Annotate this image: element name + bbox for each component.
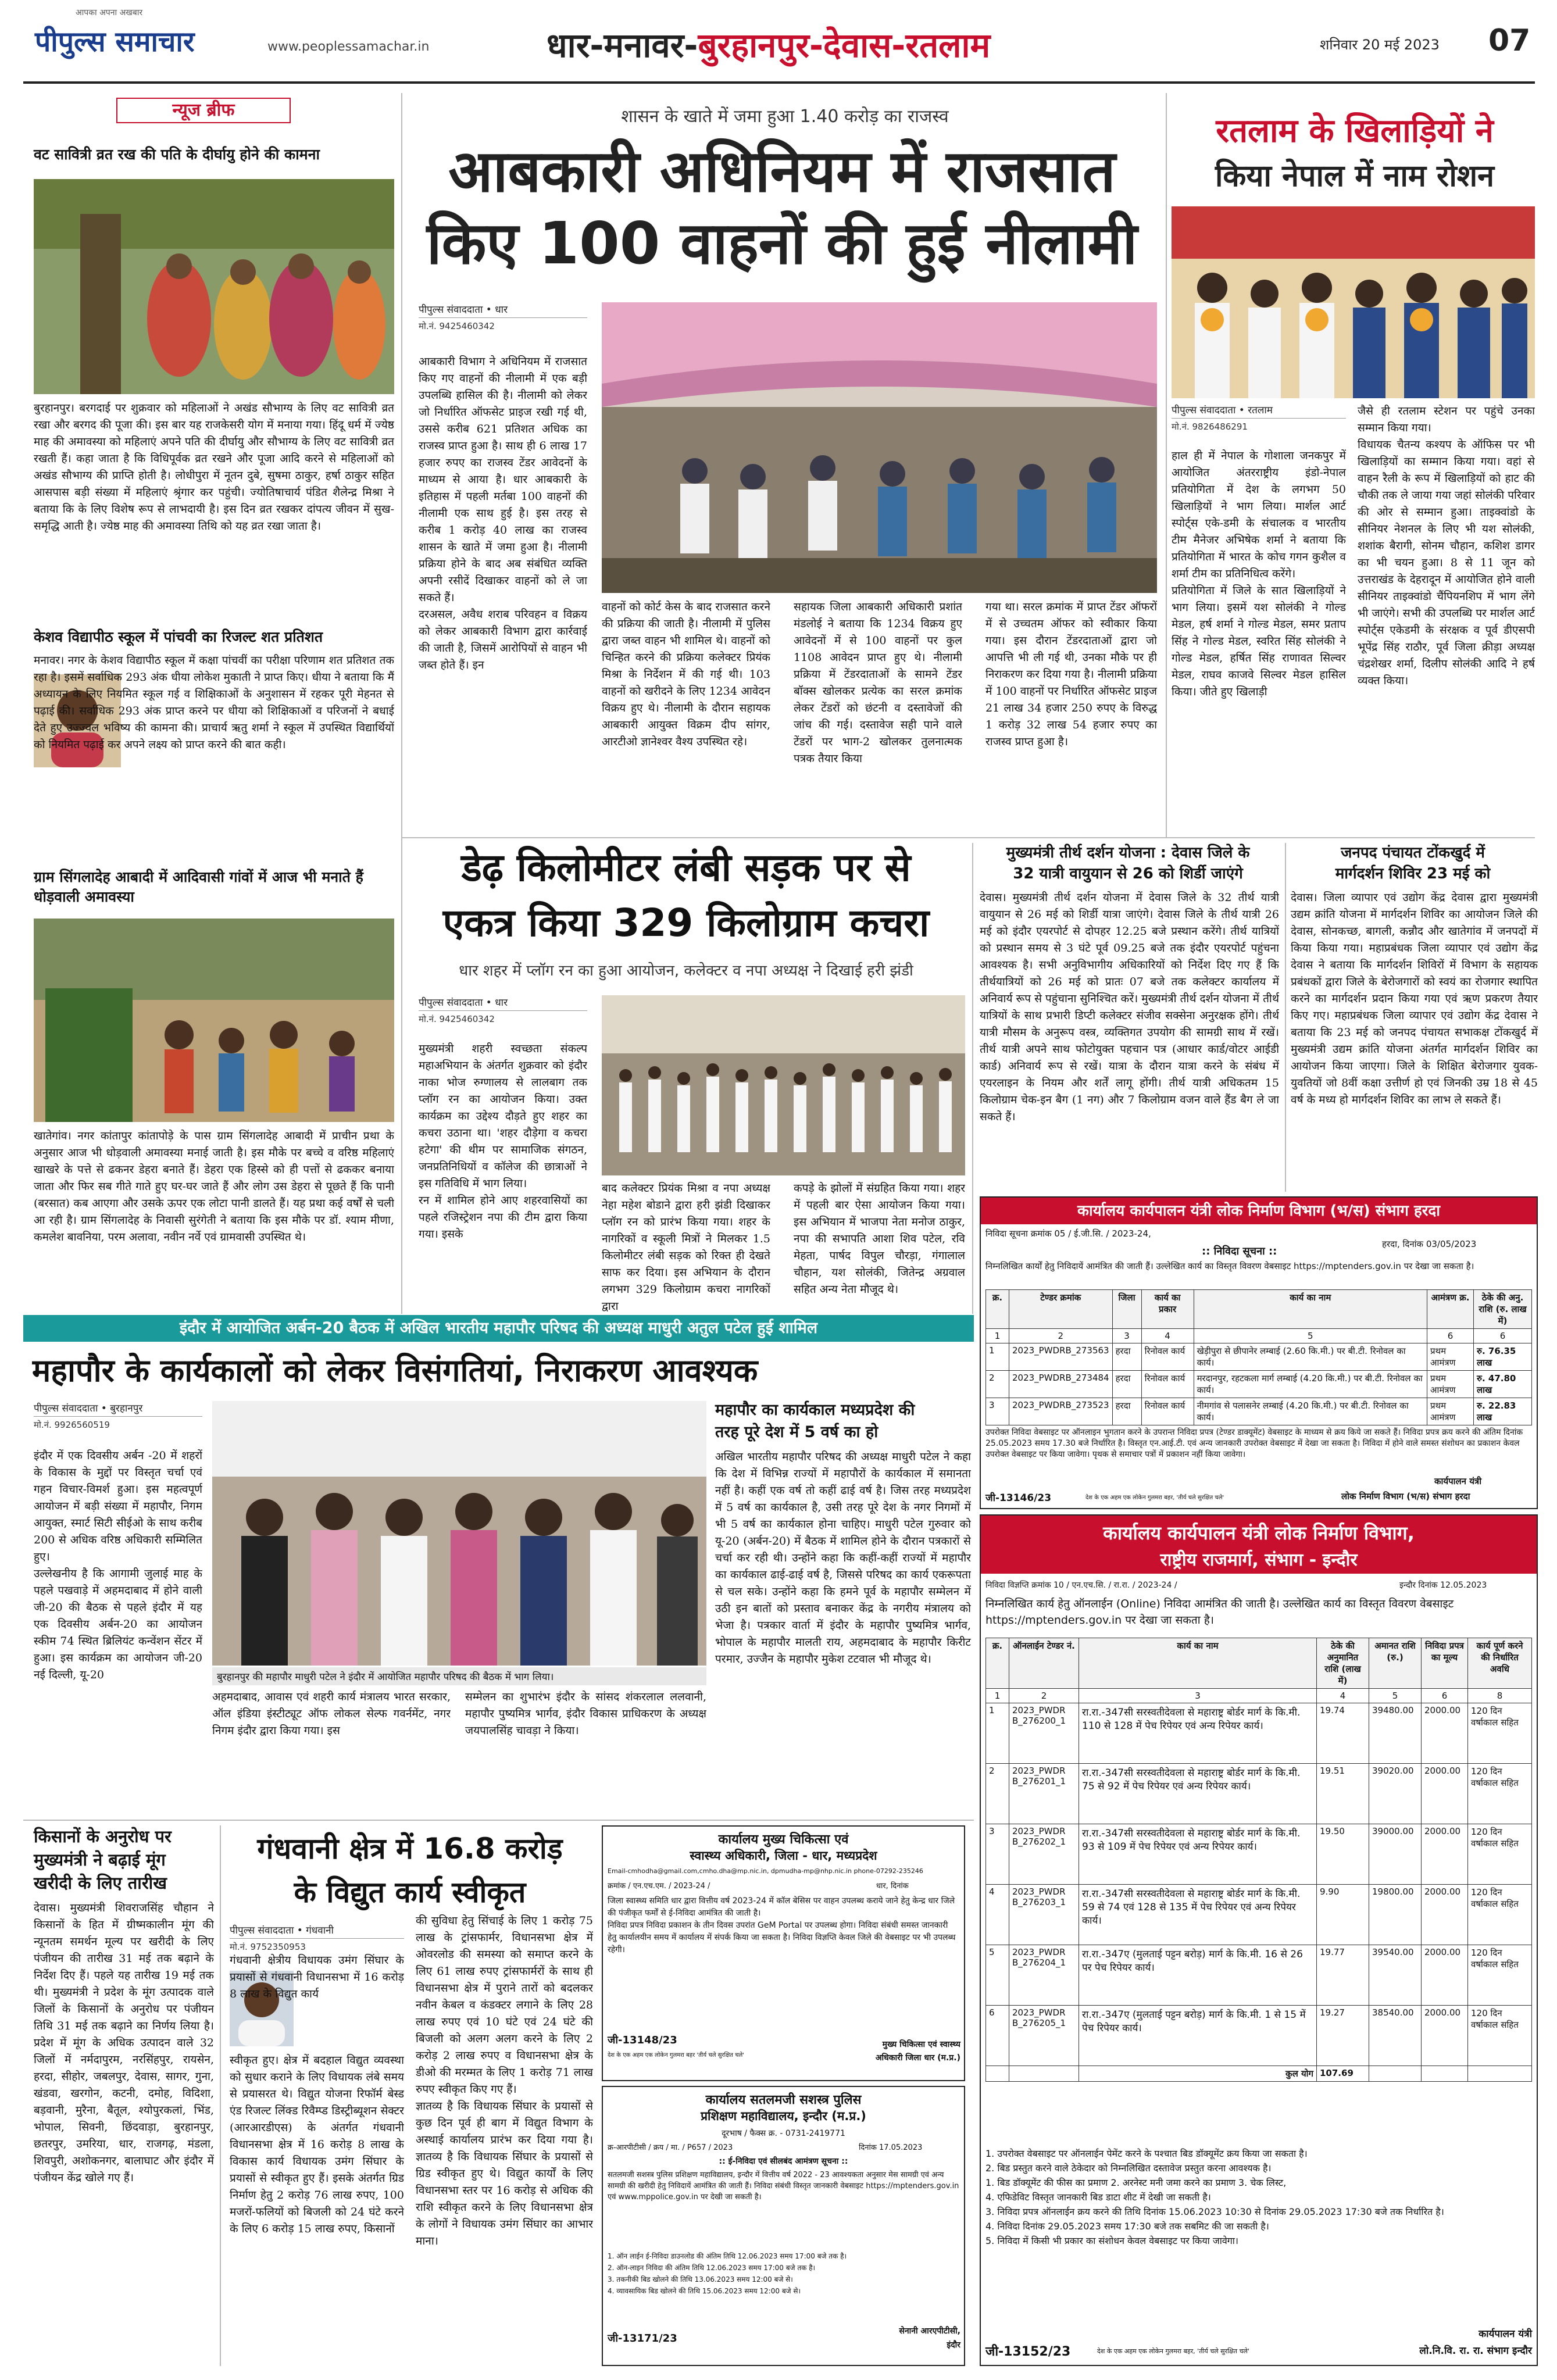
- table-cell: 6: [1427, 1329, 1474, 1343]
- table-cell: रा.रा.-347सी सरस्वतीदेवला से महाराष्ट्र बोर्डर मार्ग के कि.मी. 75 से 92 में पेच रिपेयर एवं अन्य रिपेयर कार्य।: [1079, 1764, 1317, 1824]
- table-cell: 120 दिन वर्षाकाल सहित: [1468, 1703, 1532, 1764]
- table-cell: 19.77: [1317, 1945, 1369, 2006]
- cleanup-photo: [602, 995, 965, 1175]
- brief1-body: बुरहानपुर। बरगदाई पर शुक्रवार को महिलाओं ने अखंड सौभाग्य के लिए वट सावित्री व्रत रखा और बरगद की पूजा की। इस बार यह राजकेसरी योग में मनाया गया। हिंदू धर्म में ज्येष्ठ माह की अमावस्या को महिलाएं अपने पति की दीर्घायु और सौभाग्य के लिए वट सावित्री व्रत रखती हैं। कहा जाता है कि विधिपूर्वक व्रत रखने और पूजा आदि करने से महिलाओं को अखंड सौभाग्य की प्राप्ति होती है। लोधीपुरा में नूतन दुबे, सुषमा ठाकुर, हर्षा ठाकुर सहित आसपास बड़ी संख्या में महिलाएं श्रृंगार कर पहुंची। ज्योतिषाचार्य पंडित शैलेन्द्र मिश्रा ने बताया कि के लिए विशेष रूप से लाभदायी है। इस दिन व्रत रखकर दांपत्य जीवन में सुख-समृद्धि आती है। ज्येष्ठ माह की अमावस्या तिथि को यह व्रत रखा जाता है।: [34, 402, 394, 533]
- health-ad-body: जिला स्वास्थ्य समिति धार द्वारा वित्तीय वर्ष 2023-24 में कॉल बेसिस पर वाहन उपलब्ध कराये जाने हेतु केन्द्र धार जिले की पंजीकृत फर्मों से ई-निविदा आमंत्रित की जाती है। निविदा प्रपत्र निविदा प्रकाशन के तीन दिवस उपरांत GeM Portal पर उपलब्ध होगा। निविदा संबंधी समस्त जानकारी हेतु कार्यालयीन समय में कार्यालय में संपर्क किया जा सकता है। निविदा विज्ञप्ति केवल जिले की वेबसाइट पर भी उपलब्ध रहेगी।: [608, 1896, 956, 1954]
- table-cell: 5: [1369, 1689, 1422, 1703]
- police-ad-sign-2: इंदौर: [947, 2340, 960, 2350]
- brief3-photo: [34, 919, 394, 1122]
- table-cell: 2023_PWDR B_276201_1: [1009, 1764, 1079, 1824]
- th-amount: ठेके की अनु. राशि (रु. लाख में): [1474, 1290, 1532, 1329]
- column-divider-moong: [220, 1825, 221, 2366]
- th-district: जिला: [1112, 1290, 1141, 1329]
- tender-indore-notes: [985, 2146, 1532, 2248]
- tender-indore-code: जी-13152/23: [985, 2345, 1071, 2359]
- table-cell: 2023_PWDRB_273523: [1009, 1398, 1113, 1425]
- table-cell: 120 दिन वर्षाकाल सहित: [1468, 1945, 1532, 2006]
- table-cell: 2023_PWDRB_273563: [1009, 1343, 1113, 1371]
- table-header-row: [986, 1290, 1532, 1329]
- table-cell: प्रथम आमंत्रण: [1427, 1371, 1474, 1398]
- table-cell: 2023_PWDR B_276205_1: [1009, 2006, 1079, 2066]
- table-cell: 19.74: [1317, 1703, 1369, 1764]
- column-divider-right: [1166, 93, 1167, 837]
- lead-phone: मो.नं. 9425460342: [419, 321, 495, 331]
- mayor-photo-caption: बुरहानपुर की महापौर माधुरी पटेल ने इंदौर में आयोजित महापौर परिषद की बैठक में भाग लिया।: [212, 1667, 706, 1685]
- table-cell: [1468, 2066, 1532, 2082]
- section-rule-lower: [23, 1820, 974, 1821]
- note-line: 2. बिड प्रस्तुत करने वाले ठेकेदार को निम्नलिखित दस्तावेज प्रस्तुत करना आवश्यक है।: [985, 2163, 1272, 2174]
- table-cell: 1: [986, 1343, 1009, 1371]
- police-ad-line-3: 3. तकनीकी बिड खोलने की तिथि 13.06.2023 समय 12:00 बजे से।: [608, 2275, 793, 2283]
- lead-col-4: गया था। सरल क्रमांक में प्राप्त टेंडर ऑफरों में से उच्चतम ऑफर को स्वीकार किया गया। इस दौरान टेंडरदाताओं द्वारा जो आपत्ति भी ली गई थी, उनका मौके पर ही निराकरण कर दिया गया है। नीलामी प्रक्रिया में 100 वाहनों पर निर्धारित ऑफसेट प्राइज 21 लाख 34 हजार 250 रुपए के विरुद्ध 1 करोड़ 32 लाख 54 हजार रुपए का राजस्व प्राप्त हुआ है।: [985, 601, 1157, 748]
- police-ad-notice: :: ई-निविदा एवं सीलबंद आमंत्रण सूचना ::: [719, 2157, 848, 2166]
- issue-date: शनिवार 20 मई 2023: [1320, 37, 1440, 53]
- cleanup-byline: [419, 995, 587, 1025]
- ratlam-col-1: हाल ही में नेपाल के गोशाला जनकपुर में आयोजित अंतरराष्ट्रीय इंडो-नेपाल प्रतियोगिता में देश के लगभग 50 खिलाड़ियों ने भाग लिया। मार्शल आर्ट स्पोर्ट्स एके-डमी के संचालक व भारतीय टीम मैनेजर अभिषेक शर्मा ने बताया कि प्रतियोगिता में भारत के कोच गगन कुशैल व शर्मा टीम का प्रतिनिधित्व करेंगे। प्रतियोगिता में जिले के सात खिलाड़ियों ने भाग लिया। इसमें यश सोलंकी ने गोल्ड मेडल, हर्ष शर्मा ने गोल्ड मेडल, समर प्रताप सिंह ने गोल्ड मेडल, स्वरित सिंह सोलंकी ने गोल्ड मेडल, हर्षित सिंह राणावत सिल्वर मेडल, राघव काजवे सिल्वर मेडल हासिल किया। जीते हुए खिलाड़ी: [1172, 449, 1346, 698]
- th-deposit: अमानत राशि (रु.): [1369, 1638, 1422, 1689]
- section-rule-mid: [401, 837, 1535, 838]
- paper-tagline: आपका अपना अखबार: [76, 8, 143, 17]
- page-number: 07: [1488, 23, 1531, 58]
- tender-indore-title-1: कार्यालय कार्यपालन यंत्री लोक निर्माण विभाग,: [1103, 1522, 1415, 1544]
- mayor-subhead-2: तरह पूरे देश में 5 वर्ष का हो: [715, 1423, 879, 1441]
- column-divider-pilgrim: [1285, 843, 1286, 1192]
- tender-harda-intro: निम्नलिखित कार्यों हेतु निविदायें आमंत्रित की जाती हैं। उल्लेखित कार्य का विस्तृत विवरण वेबसाइट https://mptenders.gov.in पर देखा जा सकता है।: [985, 1261, 1474, 1271]
- table-cell: 6: [1474, 1329, 1532, 1343]
- moong-headline-2: मुख्यमंत्री ने बढ़ाई मूंग: [34, 1850, 166, 1870]
- th-no: क्र.: [986, 1638, 1009, 1689]
- table-cell: 39480.00: [1369, 1703, 1422, 1764]
- table-header-row: [986, 1638, 1532, 1689]
- table-cell: रिनोवल कार्य: [1141, 1343, 1194, 1371]
- table-cell: 120 दिन वर्षाकाल सहित: [1468, 1824, 1532, 1885]
- table-cell: 6: [1422, 1689, 1468, 1703]
- gandhwani-byline-text: पीपुल्स संवाददाता • गंधवानी: [230, 1923, 404, 1939]
- th-invitation: आमंत्रण क्र.: [1427, 1290, 1474, 1329]
- tender-harda-footer: उपरोक्त निविदा वेबसाइट पर ऑनलाइन भुगतान करने के उपरान्त निविदा प्रपत्र (टेण्डर डाक्यूमेंट) वेबसाइट के माध्यम से क्रय किये जा सकते हैं। निविदा प्रपत्र क्रय करने की अंतिम दिनांक 25.05.2023 समय 17.30 बजे निर्धारित है। विस्तृत एन.आई.टी. एवं अन्य जानकारी उपरोक्त वेबसाइट में देखा जा सकता है। निविदा में होने वाले समस्त संशोधन का प्रकाशन केवल उपरोक्त वेबसाइट पर किया जावेगा। पृथक से समाचार पत्रों में प्रकाशन नहीं किया जावेगा।: [985, 1428, 1523, 1459]
- th-estimate: ठेके की अनुमानित राशि (लाख में): [1317, 1638, 1369, 1689]
- masthead: [0, 0, 1557, 87]
- health-ad-email: Email-cmhodha@gmail.com,cmho.dha@mp.nic.in, dpmudha-mp@nhp.nic.in phone-07292-235246: [608, 1867, 923, 1875]
- lead-byline-text: पीपुल्स संवाददाता • धार: [419, 302, 587, 318]
- table-cell: 120 दिन वर्षाकाल सहित: [1468, 2006, 1532, 2066]
- tender-harda-small: देश के एक अहम एक लोकेन गुलमरा बहर, 'तीर्य चले सुरक्षित चले': [1085, 1495, 1224, 1501]
- ratlam-photo: [1172, 206, 1535, 398]
- table-row: [986, 1824, 1532, 1885]
- table-row: [986, 1764, 1532, 1824]
- table-cell: रा.रा.-347सी सरस्वतीदेवला से महाराष्ट्र बोर्डर मार्ग के कि.मी. 110 से 128 में पेच रिपेयर एवं अन्य रिपेयर कार्य।: [1079, 1703, 1317, 1764]
- section-title-part1: धार-मनावर-: [547, 26, 698, 65]
- health-ad-title-1: कार्यालय मुख्य चिकित्सा एवं: [718, 1832, 849, 1847]
- women-worship-photo: [34, 179, 394, 394]
- cleanup-col-2: बाद कलेक्टर प्रियंक मिश्रा व नपा अध्यक्ष नेहा महेश बोडाने द्वारा हरी झंडी दिखाकर प्लॉग रन को प्रारंभ किया गया। शहर के नागरिकों व स्कूली मित्रों ने मिलकर 1.5 किलोमीटर लंबी सड़क को रिक्त ही देखते साफ कर दिया। इस अभियान के दौरान लगभग 329 किलोग्राम कचरा नागरिकों द्वारा: [602, 1182, 770, 1313]
- tender-indore-sign-2: लो.नि.वि. रा. रा. संभाग इन्दौर: [1419, 2345, 1532, 2357]
- table-cell: [986, 2066, 1009, 2082]
- table-cell: 39540.00: [1369, 1945, 1422, 2006]
- table-cell: 4: [1317, 1689, 1369, 1703]
- police-ad: [602, 2086, 965, 2366]
- table-row: [986, 1945, 1532, 2006]
- police-ad-body: सतलमजी सशस्त्र पुलिस प्रशिक्षण महाविद्यालय, इन्दौर में वित्तीय वर्ष 2022 - 23 आवश्यकता अनुसार मेस सामग्री एवं अन्य सामग्री की खरीदी हेतु निविदायें आमंत्रित की जाती हैं। निविदा संबंधी विस्तृत जानकारी वेबसाइट https://mptenders.gov.in एवं www.mppolice.gov.in पर देखी जा सकती है।: [608, 2171, 959, 2202]
- th-work-name: कार्य का नाम: [1194, 1290, 1427, 1329]
- tender-indore-ref: निविदा विज्ञप्ति क्रमांक 10 / एन.एच.सि. / रा.रा. / 2023-24 /: [985, 1581, 1177, 1590]
- ratlam-byline-text: पीपुल्स संवाददाता • रतलाम: [1172, 403, 1346, 419]
- lead-col-2: वाहनों को कोर्ट केस के बाद राजसात करने की प्रक्रिया की जाती है। नीलामी में पुलिस द्वारा जब्त वाहन भी शामिल थे। वाहनों को चिन्हित करने की प्रक्रिया कलेक्टर प्रियंक मिश्रा के निर्देशन में की गई थी। 103 वाहनों को खरीदने के लिए 1234 आवेदन विक्रय हुए थे। नीलामी के दौरान सहायक आबकारी आयुक्त विक्रम दीप सांगर, आरटीओ ज्ञानेश्वर वैश्य उपस्थित रहे।: [602, 601, 770, 748]
- tender-indore-title-2: राष्ट्रीय राजमार्ग, संभाग - इन्दौर: [1160, 1550, 1358, 1570]
- table-cell: 39000.00: [1369, 1824, 1422, 1885]
- note-line: 4. एफिडेविट विस्तृत जानकारी बिड डाटा शीट में देखी जा सकती है।: [985, 2192, 1211, 2203]
- auction-tent-photo: [602, 302, 1157, 593]
- th-work-name: कार्य का नाम: [1079, 1638, 1317, 1689]
- mayor-banner: [23, 1315, 974, 1342]
- table-cell: 2000.00: [1422, 2006, 1468, 2066]
- table-cell: 120 दिन वर्षाकाल सहित: [1468, 1885, 1532, 1945]
- table-cell: 3: [986, 1398, 1009, 1425]
- table-cell: 19800.00: [1369, 1885, 1422, 1945]
- ratlam-byline: [1172, 403, 1346, 433]
- table-cell: रा.रा.-347सी सरस्वतीदेवला से महाराष्ट्र बोर्डर मार्ग के कि.मी. 93 से 109 में पेच रिपेयर एवं अन्य रिपेयर कार्य।: [1079, 1824, 1317, 1885]
- website-url[interactable]: www.peoplessamachar.in: [267, 40, 430, 54]
- tender-harda-sign-1: कार्यपालन यंत्री: [1434, 1476, 1482, 1486]
- cleanup-headline-2: एकत्र किया 329 किलोग्राम कचरा: [442, 900, 930, 945]
- police-ad-phone: दूरभाष / फैक्स क्र. - 0731-2419771: [722, 2129, 845, 2138]
- table-cell: प्रथम आमंत्रण: [1427, 1343, 1474, 1371]
- mayor-col-4: अखिल भारतीय महापौर परिषद की अध्यक्ष माधुरी पटेल ने कहा कि देश में विभिन्न राज्यों में महापौरों के कार्यकाल में समानता नहीं है। कहीं एक वर्ष तो कहीं ढाई वर्ष है। जिस तरह मध्यप्रदेश में 5 वर्ष का कार्यकाल है, उसी तरह पूरे देश के नगर निगमों में भी 5 वर्ष का कार्यकाल होना चाहिए। माधुरी पटेल गुरुवार को यू-20 (अर्बन-20) में बैठक में शामिल होने के दौरान पत्रकारों से चर्चा कर रही थी। उन्होंने कहा कि कहीं-कहीं राज्यों में महापौर का कार्यकाल ढाई-ढाई वर्ष है, जिससे परिषद का कार्य एकरूपता से चल सके। उन्होंने कहा कि हमने पूर्व के महापौर सम्मेलन में उठी इन बातों को प्रस्ताव बनाकर केंद्र के नगरीय मंत्रालय को भेजा है। पत्रकार वार्ता में इंदौर के महापौर पुष्यमित्र भार्गव, भोपाल के महापौर मालती राय, अहमदाबाद के महापौर किरीट परमार, उज्जैन के महापौर मुकेश टटवाल भी मौजूद थे।: [715, 1450, 971, 1666]
- tender-indore-date: इन्दौर दिनांक 12.05.2023: [1399, 1581, 1487, 1590]
- pilgrim-headline-1: मुख्यमंत्री तीर्थ दर्शन योजना : देवास जिले के: [1006, 844, 1250, 862]
- table-cell: 19.51: [1317, 1764, 1369, 1824]
- table-cell: रु. 76.35 लाख: [1474, 1343, 1532, 1371]
- table-cell: रा.रा.-347ए (मुलताई पट्टन बरोड़) मार्ग के कि.मी. 1 से 15 में पेच रिपेयर कार्य।: [1079, 2006, 1317, 2066]
- paper-logo: [35, 22, 194, 60]
- tender-harda-date: हरदा, दिनांक 03/05/2023: [1382, 1239, 1477, 1249]
- tender-harda-title: कार्यालय कार्यपालन यंत्री लोक निर्माण विभाग (भ/स) संभाग हरदा: [981, 1198, 1537, 1224]
- health-ad-title-2: स्वास्थ्य अधिकारी, जिला - धार, मध्यप्रदेश: [690, 1849, 877, 1863]
- cleanup-phone: मो.नं. 9425460342: [419, 1014, 495, 1024]
- cleanup-headline-1: डेढ़ किलोमीटर लंबी सड़क पर से: [461, 845, 911, 890]
- table-cell: खेड़ीपुरा से छीपानेर लम्बाई (2.60 कि.मी.) पर बी.टी. रिनोवल का कार्य।: [1194, 1343, 1427, 1371]
- ratlam-headline-1: रतलाम के खिलाड़ियों ने: [1216, 112, 1494, 150]
- tender-harda-ref: निविदा सूचना क्रमांक 05 / ई.जी.सि. / 2023-24,: [985, 1228, 1151, 1239]
- tender-harda-sign-2: लोक निर्माण विभाग (भ/स) संभाग हरदा: [1341, 1491, 1470, 1502]
- masthead-divider: [23, 81, 1535, 84]
- note-line: 5. निविदा में किसी भी प्रकार का संशोधन केवल वेबसाइट पर किया जावेगा।: [985, 2235, 1238, 2246]
- table-cell: रिनोवल कार्य: [1141, 1371, 1194, 1398]
- tender-indore-title-bar: [981, 1516, 1537, 1574]
- table-cell: 2000.00: [1422, 1703, 1468, 1764]
- table-cell: 5: [1194, 1329, 1427, 1343]
- section-title-part2: बुरहानपुर-देवास-रतलाम: [698, 26, 991, 65]
- table-cell: 39020.00: [1369, 1764, 1422, 1824]
- table-cell: रु. 22.83 लाख: [1474, 1398, 1532, 1425]
- police-ad-title-1: कार्यालय सतलमजी सशस्त्र पुलिस: [705, 2093, 862, 2107]
- lead-headline-2: किए 100 वाहनों की हुई नीलामी: [426, 209, 1138, 277]
- table-cell: 3: [1079, 1689, 1317, 1703]
- gandhwani-headline-2: के विद्युत कार्य स्वीकृत: [294, 1875, 526, 1909]
- ratlam-headline-2: किया नेपाल में नाम रोशन: [1215, 159, 1495, 194]
- table-cell: 3: [986, 1824, 1009, 1885]
- table-cell: [1009, 2066, 1079, 2082]
- table-cell: 19.27: [1317, 2006, 1369, 2066]
- health-ad-sign-1: मुख्य चिकित्सा एवं स्वास्थ्य: [882, 2040, 960, 2049]
- column-divider-left: [401, 93, 402, 1314]
- news-brief-label: न्यूज ब्रीफ: [172, 100, 235, 120]
- mayor-banner-text: इंदौर में आयोजित अर्बन-20 बैठक में अखिल भारतीय महापौर परिषद की अध्यक्ष माधुरी अतुल पटेल हुई शामिल: [179, 1319, 818, 1337]
- police-ad-line-4: 4. व्यावसायिक बिड खोलने की तिथि 15.06.2023 समय 12:00 बजे से।: [608, 2287, 801, 2295]
- lead-kicker: शासन के खाते में जमा हुआ 1.40 करोड़ का राजस्व: [621, 106, 949, 127]
- table-cell: 9.90: [1317, 1885, 1369, 1945]
- health-ad-date: धार, दिनांक: [876, 1882, 909, 1891]
- table-row: [986, 1343, 1532, 1371]
- table-cell: 2: [986, 1371, 1009, 1398]
- table-cell: रिनोवल कार्य: [1141, 1398, 1194, 1425]
- table-total-row: [986, 2066, 1532, 2082]
- table-cell: 2000.00: [1422, 1764, 1468, 1824]
- th-work-type: कार्य का प्रकार: [1141, 1290, 1194, 1329]
- cleanup-col-3: कपड़े के झोलों में संग्रहित किया गया। शहर में पहली बार ऐसा आयोजन किया गया। इस अभियान में भाजपा नेता मनोज ठाकुर, नपा की सभापति आशा शिव पटेल, रवि मेहता, पार्षद विपुल चौरड़ा, गंगालाल चौहान, यश सोलंकी, जितेन्द्र अग्रवाल सहित अन्य नेता मौजूद थे।: [794, 1182, 965, 1296]
- ratlam-phone: मो.नं. 9826486291: [1172, 421, 1248, 432]
- tender-indore: [980, 1514, 1538, 2366]
- lead-byline: [419, 302, 587, 332]
- tender-indore-table: [985, 1638, 1532, 2082]
- th-no: क्र.: [986, 1290, 1009, 1329]
- table-cell: 2023_PWDR B_276203_1: [1009, 1885, 1079, 1945]
- mayor-col-3: सम्मेलन का शुभारंभ इंदौर के सांसद शंकरलाल ललवानी, महापौर पुष्यमित्र भार्गव, इंदौर विकास प्राधिकरण के अध्यक्ष जयपालसिंह चावड़ा ने किया।: [465, 1691, 706, 1737]
- table-row: [986, 2006, 1532, 2066]
- pilgrim-body: देवास। मुख्यमंत्री तीर्थ दर्शन योजना में देवास जिले के 32 तीर्थ यात्री वायुयान से 26 मई को शिर्डी यात्रा जाएंगे। देवास जिले के तीर्थ यात्री 26 मई को इंदौर एयरपोर्ट से दोपहर 12.25 बजे प्रस्थान करेंगे। तीर्थ यात्रियों को प्रस्थान समय से 3 घंटे पूर्व 09.25 बजे तक इंदौर एयरपोर्ट पहुंचना आवश्यक है। सभी अनुविभागीय अधिकारियों को निर्देश दिए गए हैं कि तीर्थयात्रियों को 26 मई को प्रातः 07 बजे तक कलेक्टर कार्यालय में अनिवार्य रूप से पहुंचाना सुनिश्चित करें। मुख्यमंत्री तीर्थ दर्शन योजना में तीर्थ यात्रियों के साथ प्रभारी डिप्टी कलेक्टर संजीव सक्सेना अनुरक्षक होंगे। तीर्थ यात्री मौसम के अनुरूप वस्त्र, व्यक्तिगत उपयोग की सामग्री साथ में रखें। तीर्थ यात्री अपने साथ फोटोयुक्त पहचान पत्र (आधार कार्ड/वोटर आईडी कार्ड) अनिवार्य रूप से रखें। यात्रा के दौरान यात्रा करने के संबंध में एयरलाइन के नियम और शर्तें लागू होंगी। तीर्थ यात्री अधिकतम 15 किलोग्राम चेक-इन बैग (1 नग) और 7 किलोग्राम वजन वाले हैंड बैग ले जा सकते हैं।: [980, 891, 1279, 1123]
- table-cell: [1422, 2066, 1468, 2082]
- tender-indore-intro: निम्नलिखित कार्य हेतु ऑनलाईन (Online) निविदा आमंत्रित की जाती है। उल्लेखित कार्य का विस्तृत विवरण वेबसाइट https://mptenders.gov.in पर देखा जा सकता है।: [985, 1598, 1454, 1627]
- gandhwani-headline-1: गंधवानी क्षेत्र में 16.8 करोड़: [257, 1832, 563, 1866]
- gandhwani-phone: मो.नं. 9752350953: [230, 1942, 306, 1952]
- table-row: [986, 1371, 1532, 1398]
- gandhwani-byline: [230, 1923, 404, 1953]
- table-cell: मरदानपुर, रहटकला मार्ग लम्बाई (4.20 कि.मी.) पर बी.टी. रिनोवल का कार्य।: [1194, 1371, 1427, 1398]
- police-ad-sign-1: सेनानी आरएपीटीसी,: [899, 2327, 960, 2336]
- table-cell: 2: [1009, 1329, 1113, 1343]
- table-cell: 1: [986, 1689, 1009, 1703]
- table-cell: नीमगांव से पलासनेर लम्बाई (4.20 कि.मी.) पर बी.टी. रिनोवल का कार्य।: [1194, 1398, 1427, 1425]
- tender-harda: [980, 1196, 1538, 1509]
- table-cell: 6: [986, 2006, 1009, 2066]
- mayor-headline: महापौर के कार्यकालों को लेकर विसंगतियां, निराकरण आवश्यक: [32, 1352, 758, 1389]
- table-cell: रा.रा.-347सी सरस्वतीदेवला से महाराष्ट्र बोर्डर मार्ग के कि.मी. 59 से 74 एवं 128 से 135 में पेच रिपेयर एवं अन्य रिपेयर कार्य।: [1079, 1885, 1317, 1945]
- news-brief-header: [116, 98, 291, 123]
- tender-harda-notice: :: निविदा सूचना ::: [1202, 1245, 1277, 1257]
- police-ad-code: जी-13171/23: [608, 2332, 677, 2345]
- health-ad-code: जी-13148/23: [608, 2034, 677, 2046]
- tender-indore-sign-1: कार्यपालन यंत्री: [1479, 2328, 1532, 2340]
- plog-run-photo: [602, 995, 965, 1175]
- lead-col-1: आबकारी विभाग ने अधिनियम में राजसात किए गए वाहनों की नीलामी में एक बड़ी उपलब्धि हासिल की है। नीलामी को लेकर जो निर्धारित ऑफसेट प्राइज रखी गई थी, उससे करीब 621 प्रतिशत अधिक का राजस्व प्राप्त हुआ है। साथ ही 6 लाख 17 हजार रुपए का राजस्व टेंडर आवेदनों के माध्यम से आया है। धार आबकारी के इतिहास में पहली मर्तबा 100 वाहनों की नीलामी एक साथ हुई है। इस तरह से करीब 1 करोड़ 40 लाख का राजस्व शासन के खाते में जमा हुआ है। नीलामी प्रक्रिया होने के बाद अब संबंधित व्यक्ति अपनी रसीदें दिखाकर वाहनों को ले जा सकते हैं। दरअसल, अवैध शराब परिवहन व विक्रय को लेकर आबकारी विभाग द्वारा कार्रवाई की जाती है, जिसमें आरोपियों से वाहन भी जब्त होते हैं। इन: [419, 355, 587, 671]
- table-cell: 4: [986, 1885, 1009, 1945]
- section-title: [547, 21, 990, 67]
- table-cell: रा.रा.-347ए (मुलताई पट्टन बरोड़) मार्ग के कि.मी. 16 से 26 पर पेच रिपेयर कार्य।: [1079, 1945, 1317, 2006]
- brief2-body: मनावर। नगर के केशव विद्यापीठ स्कूल में कक्षा पांचवीं का परीक्षा परिणाम शत प्रतिशत तक रहा है। इसमें सर्वाधिक 293 अंक धीया लोकेश मुकाती ने प्राप्त किए। धीया ने बताया कि मैं अध्यायन के लिए नियमित स्कूल गई व शिक्षिकाओं के अनुशासन में रहकर पूरी मेहनत से पढ़ाई की। सर्वाधिक 293 अंक प्राप्त करने पर धीया को शिक्षिकाओं व परिजनों ने बधाई देते हुए उज्ज्वल भविष्य की कामना की। प्राचार्य ऋतु शर्मा ने स्कूल में उपस्थित विद्यार्थियों को नियमित पढ़ाई कर अपने लक्ष्य को प्राप्त करने की बात कही।: [34, 654, 394, 751]
- mayor-phone: मो.नं. 9926560519: [34, 1420, 110, 1430]
- table-cell: 120 दिन वर्षाकाल सहित: [1468, 1764, 1532, 1824]
- mayors-meeting-photo: [212, 1401, 706, 1666]
- table-cell: रु. 47.80 लाख: [1474, 1371, 1532, 1398]
- cleanup-byline-text: पीपुल्स संवाददाता • धार: [419, 995, 587, 1011]
- table-row: [986, 1703, 1532, 1764]
- police-ad-line-2: 2. ऑन-लाइन निविदा की अंतिम तिथि 12.06.2023 समय 17:00 बजे तक है।: [608, 2264, 816, 2272]
- th-form-price: निविदा प्रपत्र का मूल्य: [1422, 1638, 1468, 1689]
- mayor-subhead-1: महापौर का कार्यकाल मध्यप्रदेश की: [715, 1401, 915, 1419]
- table-cell: 2: [1009, 1689, 1079, 1703]
- health-ad-ref: क्रमांक / एन.एच.एम. / 2023-24 /: [608, 1882, 710, 1891]
- police-ad-title-2: प्रशिक्षण महाविद्यालय, इन्दौर (म.प्र.): [701, 2109, 866, 2123]
- table-cell: 1: [986, 1329, 1009, 1343]
- table-cell: 8: [1468, 1689, 1532, 1703]
- health-ad: [602, 1825, 965, 2081]
- table-cell: 1: [986, 1703, 1009, 1764]
- table-cell: 19.50: [1317, 1824, 1369, 1885]
- table-number-row: [986, 1329, 1532, 1343]
- gandhwani-col-1: स्वीकृत हुए। क्षेत्र में बदहाल विद्युत व्यवस्था को सुधार कराने के लिए विधायक लंबे समय से प्रयासरत थे। विद्युत योजना रिफॉर्म बेस्ड एंड रिजल्ट लिंक्ड रिवैम्प्ड डिस्ट्रीब्यूशन सेक्टर (आरआरडीएस) के अंतर्गत गंधवानी विधानसभा क्षेत्र में 16 करोड़ 8 लाख के विकास कार्य विधायक उमंग सिंघार के प्रयासों से स्वीकृत हुए हैं। इसके अंतर्गत ग्रिड निर्माण हेतु 2 करोड़ 76 लाख रुपए, 100 मजरों-फलियों को बिजली को 24 घंटे करने के लिए 6 करोड़ 15 लाख रुपए, किसानों: [230, 2054, 404, 2235]
- tender-indore-small: देश के एक अहम एक लोकेन गुलमरा बहर, 'तीर्य चले सुरक्षित चले': [1097, 2347, 1250, 2355]
- gandhwani-lead: गंधवानी क्षेत्रीय विधायक उमंग सिंघार के प्रयासों से गंधवानी विधानसभा में 16 करोड़ 8 लाख के विद्युत कार्य: [230, 1954, 404, 2000]
- brief1-title: वट सावित्री व्रत रख की पति के दीर्घायु होने की कामना: [34, 146, 320, 163]
- tender-harda-code: जी-13146/23: [985, 1492, 1052, 1504]
- table-cell: 2023_PWDR B_276200_1: [1009, 1703, 1079, 1764]
- table-cell: हरदा: [1112, 1343, 1141, 1371]
- mayor-col-1: इंदौर में एक दिवसीय अर्बन -20 में शहरों के विकास के मुद्दों पर विस्तृत चर्चा एवं गहन विचार-विमर्श हुआ। इस महत्वपूर्ण आयोजन में बड़ी संख्या में महापौर, निगम आयुक्त, स्मार्ट सिटी सीईओ के साथ करीब 200 से अधिक वरिष्ठ अधिकारी सम्मिलित हुए। उल्लेखनीय है कि आगामी जुलाई माह के पहले पखवाड़े में अहमदाबाद में होने वाली जी-20 की बैठक से पहले इंदौर में यह एक दिवसीय अर्बन-20 का आयोजन स्कीम 74 स्थित ब्रिलियंट कन्वेंशन सेंटर में हुआ। इस कार्यक्रम का आयोजन जी-20 नई दिल्ली, यू-20: [34, 1449, 202, 1681]
- table-cell: 2000.00: [1422, 1885, 1468, 1945]
- table-cell: 4: [1141, 1329, 1194, 1343]
- village-children-photo: [34, 919, 394, 1122]
- table-cell: 2000.00: [1422, 1824, 1468, 1885]
- ratlam-col-2: जैसे ही रतलाम स्टेशन पर पहुंचे उनका सम्मान किया गया। विधायक चैतन्य कश्यप के ऑफिस पर भी खिलाड़ियों का सम्मान किया गया। वहां से वाहन रैली के रूप में खिलाड़ियों को हाट की चौकी तक ले जाया गया जहां सोलंकी परिवार की ओर से सम्मान हुआ। ताइक्वांडो के सीनियर नेशनल के लिए भी यश सोलंकी, शशांक बैरागी, सोनम चौहान, कशिश डागर का भी चयन हुआ। 8 से 11 जून को उत्तराखंड के देहरादून में आयोजित होने वाली सीनियर ताइक्वांडो चैंपियनशिप में भाग लेंगे भी जाएंगे। सभी की उपलब्धि पर मार्शल आर्ट स्पोर्ट्स एकेडमी के संरक्षक व पूर्व डीएसपी भूपेंद्र सिंह राठौर, पूर्व जिला क्रीड़ा अध्यक्ष चंद्रशेखर शर्मा, दिलीप सोलंकी आदि ने हर्ष व्यक्त किया।: [1358, 405, 1535, 687]
- lead-col-3: सहायक जिला आबकारी अधिकारी प्रशांत मंडलोई ने बताया कि 1234 विक्रय हुए आवेदनों में से 100 वाहनों पर कुल 1108 आवेदन प्राप्त हुए थे। नीलामी प्रक्रिया में टेंडरदाताओं के सामने टेंडर बॉक्स खोलकर प्रत्येक का सरल क्रमांक लेकर टेंडरों को छंटनी व दस्तावेजों की जांच की गई। दस्तावेज सही पाने वाले टेंडरों पर भाग-2 खोलकर तुलनात्मक पत्रक तैयार किया: [794, 601, 962, 765]
- mayor-byline: [34, 1401, 202, 1431]
- note-line: 4. निविदा दिनांक 29.05.2023 समय 17:30 बजे तक सबमिट की जा सकती है।: [985, 2221, 1269, 2232]
- tender-harda-table: [985, 1289, 1532, 1425]
- janpad-headline-1: जनपद पंचायत टोंकखुर्द में: [1341, 844, 1485, 862]
- note-line: 3. निविदा प्रपत्र ऑनलाईन क्रय करने की तिथि दिनांक 15.06.2023 10:30 से दिनांक 29.05.2023 17:30 बजे तक निर्धारित है।: [985, 2206, 1444, 2217]
- pilgrim-headline-2: 32 यात्री वायुयान से 26 को शिर्डी जाएंगे: [1013, 865, 1243, 882]
- health-ad-sign-2: अधिकारी जिला धार (म.प्र.): [875, 2053, 960, 2063]
- table-cell: प्रथम आमंत्रण: [1427, 1398, 1474, 1425]
- th-duration: कार्य पूर्ण करने की निर्धारित अवधि: [1468, 1638, 1532, 1689]
- paper-name: पीपुल्स समाचार: [35, 26, 195, 58]
- janpad-headline-2: मार्गदर्शन शिविर 23 मई को: [1335, 865, 1491, 882]
- total-value: 107.69: [1317, 2066, 1369, 2082]
- table-cell: 2: [986, 1764, 1009, 1824]
- brief2-title: केशव विद्यापीठ स्कूल में पांचवी का रिजल्ट शत प्रतिशत: [34, 628, 323, 645]
- total-label: कुल योग: [1079, 2066, 1317, 2082]
- cleanup-col-1: मुख्यमंत्री शहरी स्वच्छता संकल्प महाअभियान के अंतर्गत शुक्रवार को इंदौर नाका भोज रुग्णालय से लालबाग तक प्लॉग रन का आयोजन किया। उक्त कार्यक्रम का उद्देश्य दौड़ते हुए शहर का कचरा उठाना था। 'शहर दौड़ेगा व कचरा हटेगा' की थीम पर सामाजिक संगठन, जनप्रतिनिधियों व कॉलेज की छात्राओं ने इस गतिविधि में भाग लिया। रन में शामिल होने आए शहरवासियों का पहले रजिस्ट्रेशन नपा की टीम द्वारा किया गया। इसके: [419, 1042, 587, 1241]
- police-ad-line-1: 1. ऑन लाईन ई-निविदा डाउनलोड की अंतिम तिथि 12.06.2023 समय 17:00 बजे तक है।: [608, 2252, 847, 2260]
- note-line: 1. बिड डॉक्यूमेंट की फीस का प्रमाण 2. अरनेस्ट मनी जमा करने का प्रमाण 3. चेक लिस्ट,: [985, 2177, 1287, 2188]
- janpad-body: देवास। जिला व्यापार एवं उद्योग केंद्र देवास द्वारा मुख्यमंत्री उद्यम क्रांति योजना में मार्गदर्शन शिविर का आयोजन जिले की देवास, सोनकच्छ, बागली, कन्नौद और खातेगांव में जनपदों में किया किया गया। महाप्रबंधक जिला व्यापार एवं उद्योग केंद्र देवास ने बताया कि मार्गदर्शन शिविरों में विभाग के सहायक प्रबंधकों द्वारा जिले के बेरोजगारों को स्वयं का रोजगार स्थापित करने का मार्गदर्शन प्रदान किया गया एवं ऋण प्रकरण तैयार किए गए। महाप्रबंधक जिला व्यापार एवं उद्योग केंद्र देवास ने बताया कि 23 मई को जनपद पंचायत सभाकक्ष टोंकखुर्द में मुख्यमंत्री उद्यम क्रांति योजना अंतर्गत मार्गदर्शन शिविर का आयोजन किया जाएगा। जिले के शिक्षित बेरोजगार युवक-युवतियों जो 8वीं कक्षा उत्तीर्ण हो एवं जिनकी उम्र 18 से 45 वर्ष के मध्य हो मार्गदर्शन शिविर का लाभ ले सकते हैं।: [1291, 891, 1538, 1106]
- mayor-col-2: अहमदाबाद, आवास एवं शहरी कार्य मंत्रालय भारत सरकार, ऑल इंडिया इंस्टीट्यूट ऑफ लोकल सेल्फ गवर्नमेंट, नगर निगम इंदौर द्वारा किया गया। इस: [212, 1691, 451, 1737]
- lead-photo: [602, 302, 1157, 593]
- table-number-row: [986, 1689, 1532, 1703]
- brief3-title: ग्राम सिंगलादेह आबादी में आदिवासी गांवों में आज भी मनाते हैं धोड़वाली अमावस्या: [34, 869, 363, 905]
- table-cell: हरदा: [1112, 1398, 1141, 1425]
- players-felicitation-photo: [1172, 206, 1535, 398]
- moong-headline-1: किसानों के अनुरोध पर: [34, 1827, 172, 1846]
- mayor-byline-text: पीपुल्स संवाददाता • बुरहानपुर: [34, 1401, 202, 1417]
- th-tender-no: ऑनलाईन टेण्डर नं.: [1009, 1638, 1079, 1689]
- brief3-body: खातेगांव। नगर कांतापुर कांतापोड़े के पास ग्राम सिंगलादेह आबादी में प्राचीन प्रथा के अनुसार आज भी धोड़वाली अमावस्या मनाई जाती है। इस मौके पर बच्चे व वरिष्ठ महिलाएं खाखरे के पत्ते से ढकनर डेहरा बनाते हैं। डेहरा एक हिस्से को ही पत्तों से ढककर बनाया जाता और फिर सब गीते गाते हुए घर-घर जाते हैं और लोग उस डेहरा से पूछते हैं कि पानी (बरसात) कब आएगा और उसके ऊपर एक लोटा पानी डालते हैं। यह प्रथा कई वर्षों से चली आ रही है। ग्राम सिंगलादेह के निवासी सुरंगेती ने बताया कि इस मौके पर डॉ. श्याम मीणा, कमलेश बावनिया, परम अलावा, नवीन नर्वे एवं ग्रामवासी उपस्थित थे।: [34, 1130, 394, 1243]
- table-row: [986, 1398, 1532, 1425]
- table-cell: हरदा: [1112, 1371, 1141, 1398]
- note-line: 1. उपरोक्त वेबसाइट पर ऑनलाईन पेमेंट करने के पश्चात बिड डॉक्यूमेंट क्रय किया जा सकता है।: [985, 2148, 1308, 2159]
- police-ad-ref: क्र-आरपीटीसी / क्रय / मा. / P657 / 2023: [608, 2143, 733, 2152]
- police-ad-date: दिनांक 17.05.2023: [859, 2143, 923, 2152]
- table-cell: 2023_PWDR B_276204_1: [1009, 1945, 1079, 2006]
- gandhwani-col-2: की सुविधा हेतु सिंचाई के लिए 1 करोड़ 75 लाख के ट्रांसफार्मर, विधानसभा क्षेत्र में ओवरलोड की समस्या को समाप्त करने के लिए 61 लाख रुपए ट्रांसफार्मरों के साथ ही विधानसभा क्षेत्र में पुराने तारों को बदलकर नवीन केबल व कंडक्टर लगाने के लिए 28 लाख रुपए एवं 10 घंटे एवं 24 घंटे की बिजली को अलग अलग करने के लिए 2 करोड़ 2 लाख रुपए व विधानसभा क्षेत्र के डीओ की मरम्मत के लिए 1 करोड़ 71 लाख रुपए स्वीकृत किए गए हैं। ज्ञातव्य है कि विधायक सिंघार के प्रयासों से कुछ दिन पूर्व ही बाग में विद्युत विभाग के अस्थाई कार्यालय प्रारंभ कर दिया गया है। ज्ञातव्य है कि विधायक सिंघार के प्रयासों से ग्रिड स्वीकृत हुए थे। विद्युत कार्यों के लिए विधानसभा स्तर पर 16 करोड़ से अधिक की राशि स्वीकृत करने के लिए विधानसभा क्षेत्र के लोगों ने विधायक उमंग सिंघार का आभार माना।: [416, 1914, 593, 2247]
- lead-headline-1: आबकारी अधिनियम में राजसात: [448, 137, 1116, 205]
- brief1-photo: [34, 179, 394, 394]
- th-tender-no: टेण्डर क्रमांक: [1009, 1290, 1113, 1329]
- table-cell: 5: [986, 1945, 1009, 2006]
- table-cell: 2000.00: [1422, 1945, 1468, 2006]
- health-ad-small: देश के एक अहम एक लोकेन गुलमरा बहर 'तीर्य चले सुरक्षित चले': [608, 2052, 745, 2059]
- table-cell: 2023_PWDR B_276202_1: [1009, 1824, 1079, 1885]
- table-row: [986, 1885, 1532, 1945]
- mayor-photo: [212, 1401, 706, 1666]
- table-cell: 2023_PWDRB_273484: [1009, 1371, 1113, 1398]
- moong-headline-3: खरीदी के लिए तारीख: [34, 1873, 167, 1893]
- column-divider-cleanup: [972, 843, 973, 1314]
- table-cell: [1369, 2066, 1422, 2082]
- cleanup-deck: धार शहर में प्लॉग रन का हुआ आयोजन, कलेक्टर व नपा अध्यक्ष ने दिखाई हरी झंडी: [459, 962, 913, 980]
- moong-body: देवास। मुख्यमंत्री शिवराजसिंह चौहान ने किसानों के हित में ग्रीष्मकालीन मूंग की न्यूनतम समर्थन मूल्य पर खरीदी के लिए पंजीयन की तारीख 31 मई तक बढ़ाने के निर्देश दिए हैं। पहले यह तारीख 19 मई तक थी। मुख्यमंत्री ने प्रदेश के मूंग उत्पादक वाले जिलों के किसानों के अनुरोध पर पंजीयन तिथि 31 मई तक बढ़ाने का निर्णय लिया है। प्रदेश में मूंग के अधिक उत्पादन वाले 32 जिलों में नर्मदापुरम, नरसिंहपुर, रायसेन, हरदा, सीहोर, जबलपुर, देवास, सागर, गुना, खंडवा, खरगोन, कटनी, दमोह, विदिशा, बड़वानी, मुरैना, बैतूल, श्योपुरकलां, भिंड, भोपाल, सिवनी, छिंदवाड़ा, बुरहानपुर, छतरपुर, उमरिया, धार, राजगढ़, मंडला, शिवपुरी, अशोकनगर, बालाघाट और इंदौर में पंजीयन केंद्र खोले गए हैं।: [34, 1902, 214, 2184]
- table-cell: 38540.00: [1369, 2006, 1422, 2066]
- table-cell: 3: [1112, 1329, 1141, 1343]
